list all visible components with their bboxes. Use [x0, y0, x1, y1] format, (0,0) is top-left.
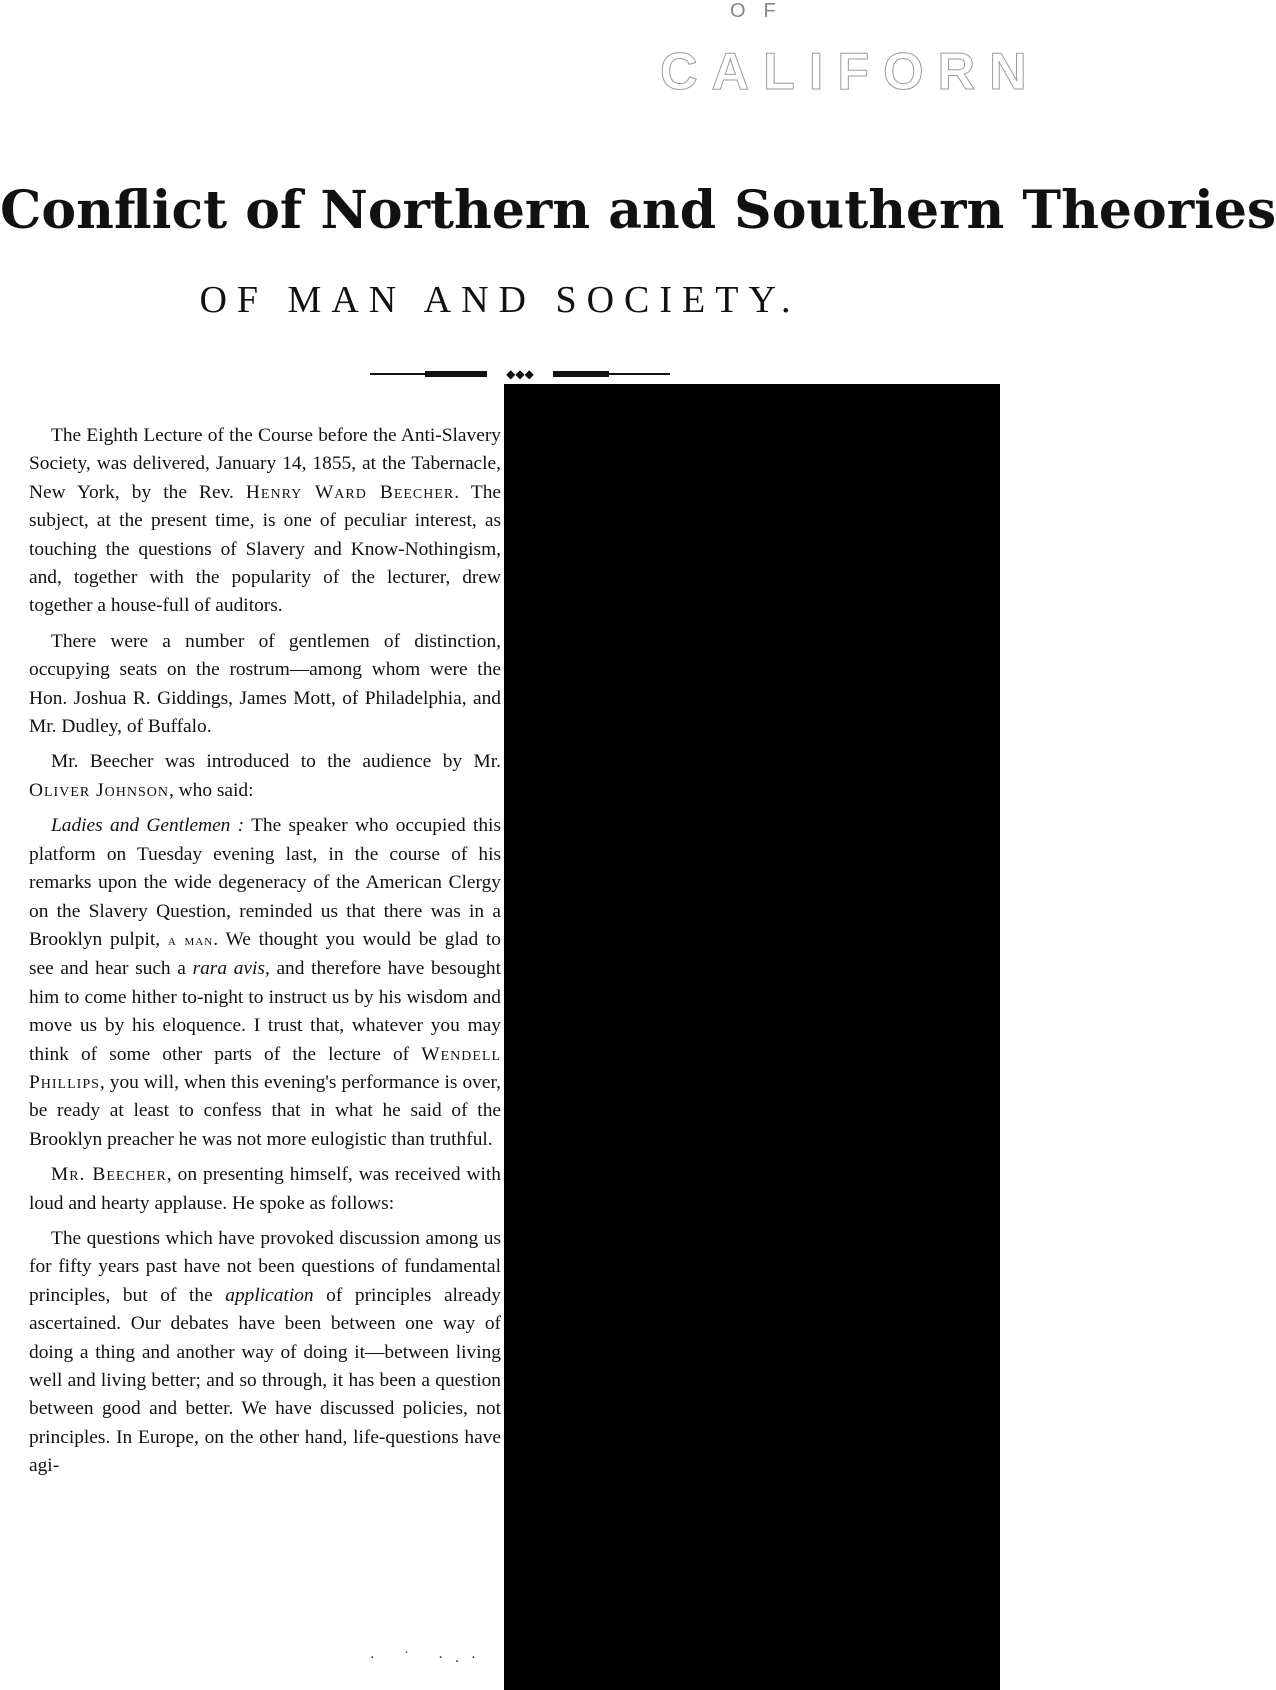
paragraph-lecture-start: The questions which have provoked discussion among us for fifty years past have not been questions of fundamental principles, but of the application of principles already ascertained. Our debates have been between one way of doing a thing and another way of doing it—between living well and living better; and so through, it has been a question between good and better. We have discussed policies, not principles. In Europe, on the other hand, life-questions have agi-: [29, 1227, 502, 1477]
page-title: Conflict of Northern and Southern Theories: [0, 180, 1276, 241]
beecher-name: Mr. Beecher: [51, 1164, 167, 1186]
speaker-name: Henry Ward Beecher: [245, 481, 455, 503]
a-man: a man: [167, 932, 214, 949]
ornamental-rule: [370, 367, 670, 381]
paragraph-johnson-remarks: Ladies and Gentlemen : The speaker who occupied this platform on Tuesday evening last, in the course of his remarks upon the wide degeneracy of the American Clergy on the Slavery Question, reminded us that there was in a Brooklyn pulpit, a man. We thought you would be glad to see and hear such a rara avis, and therefore have besought him to come hither to-night to instruct us by his wisdom and move us by his eloquence. I trust that, whatever you may think of some other parts of the lecture of Wendell Phillips, you will, when this evening's performance is over, be ready at least to confess that in what he said of the Brooklyn preacher he was not more eulogistic than truthful.: [29, 815, 501, 1150]
paragraph-introduction: Mr. Beecher was introduced to the audience by Mr. Oliver Johnson, who said:: [29, 751, 501, 801]
paragraph-intro: The Eighth Lecture of the Course before the Anti-Slavery Society, was delivered, January 14, 1855, at the Tabernacle, New York, by the Rev. Henry Ward Beecher. The subject, at the present time, is one of peculiar interest, as touching the questions of Slavery and Know-Nothingism, and, together with the popularity of the lecturer, drew together a house-full of auditors.: [29, 425, 501, 617]
ornament-icon: ◆◆◆: [506, 367, 534, 381]
paragraph-beecher-presents: Mr. Beecher, on presenting himself, was received with loud and hearty applause. He spoke as follows:: [29, 1164, 501, 1214]
text-column: [29, 422, 501, 1488]
introducer-name: Oliver Johnson: [29, 779, 169, 801]
page-subtitle: OF MAN AND SOCIETY.: [199, 279, 801, 321]
stamp-line-2: CALIFORN: [660, 43, 1041, 101]
bottom-marks: · ˙ ·.·: [370, 1650, 488, 1666]
paragraph-attendees: There were a number of gentlemen of distinction, occupying seats on the rostrum—among whom were the Hon. Joshua R. Giddings, James Mott, of Philadelphia, and Mr. Dudley, of Buffalo.: [29, 630, 501, 738]
redacted-panel: [504, 384, 1000, 1690]
wendell-phillips: Wendell Phillips: [29, 1043, 501, 1093]
application-word: application: [225, 1284, 314, 1306]
salutation: Ladies and Gentlemen :: [51, 815, 245, 837]
stamp-line-1: OF: [730, 0, 794, 22]
rara-avis: rara avis: [192, 958, 265, 980]
